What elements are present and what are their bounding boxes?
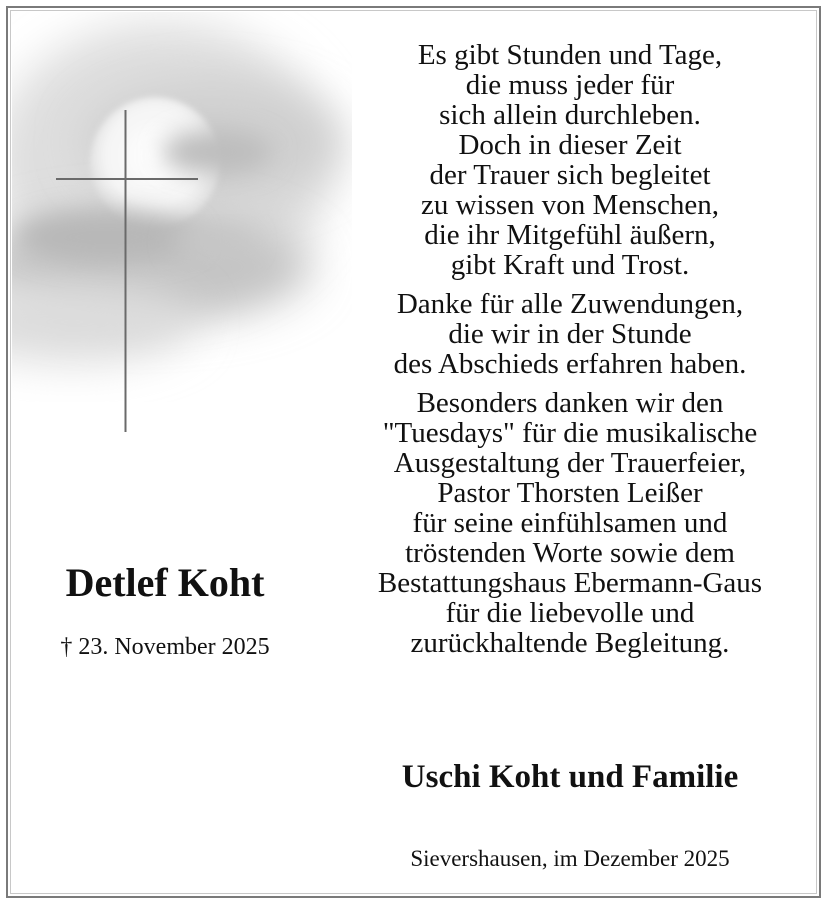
verse-line: die muss jeder für [465,69,675,101]
verse-line: Danke für alle Zuwendungen, [396,288,744,320]
verse-stanza-3 [330,388,810,658]
place-date: Sievershausen, im Dezember 2025 [410,846,730,871]
verse-line: für seine einfühlsamen und [412,507,728,539]
verse-line: sich allein durchleben. [439,99,701,131]
verse-line: Doch in dieser Zeit [458,129,682,161]
verse-line: gibt Kraft und Trost. [450,249,690,281]
verse-line: Ausgestaltung der Trauerfeier, [393,447,747,479]
verse-line: zu wissen von Menschen, [420,189,719,221]
artwork-svg [12,12,352,452]
verse-stanza-2 [330,289,810,379]
signers: Uschi Koht und Familie [401,759,739,795]
cloud-streak-left [17,211,197,263]
verse-line: für die liebevolle und [445,597,695,629]
verse-stanza-1 [330,40,810,280]
death-date: † 23. November 2025 [60,634,270,660]
verse-line: die wir in der Stunde [448,318,692,350]
moon-cloud-artwork [12,12,352,452]
verse-line: tröstenden Worte sowie dem [405,537,735,569]
verse-line: Es gibt Stunden und Tage, [417,39,723,71]
verse-line: Pastor Thorsten Leißer [437,477,703,509]
verse-line: der Trauer sich begleitet [429,159,711,191]
verse-line: die ihr Mitgefühl äußern, [424,219,716,251]
verse-text [330,40,810,667]
verse-line: des Abschieds erfahren haben. [393,348,747,380]
verse-line: Bestattungshaus Ebermann-Gaus [377,567,763,599]
verse-line: Besonders danken wir den [416,387,724,419]
verse-line: zurückhaltende Begleitung. [410,627,730,659]
cloud-streak-right [162,130,272,174]
verse-line: "Tuesdays" für die musikalische [382,417,758,449]
deceased-name: Detlef Koht [65,560,265,605]
cloud-wisp [172,228,252,256]
